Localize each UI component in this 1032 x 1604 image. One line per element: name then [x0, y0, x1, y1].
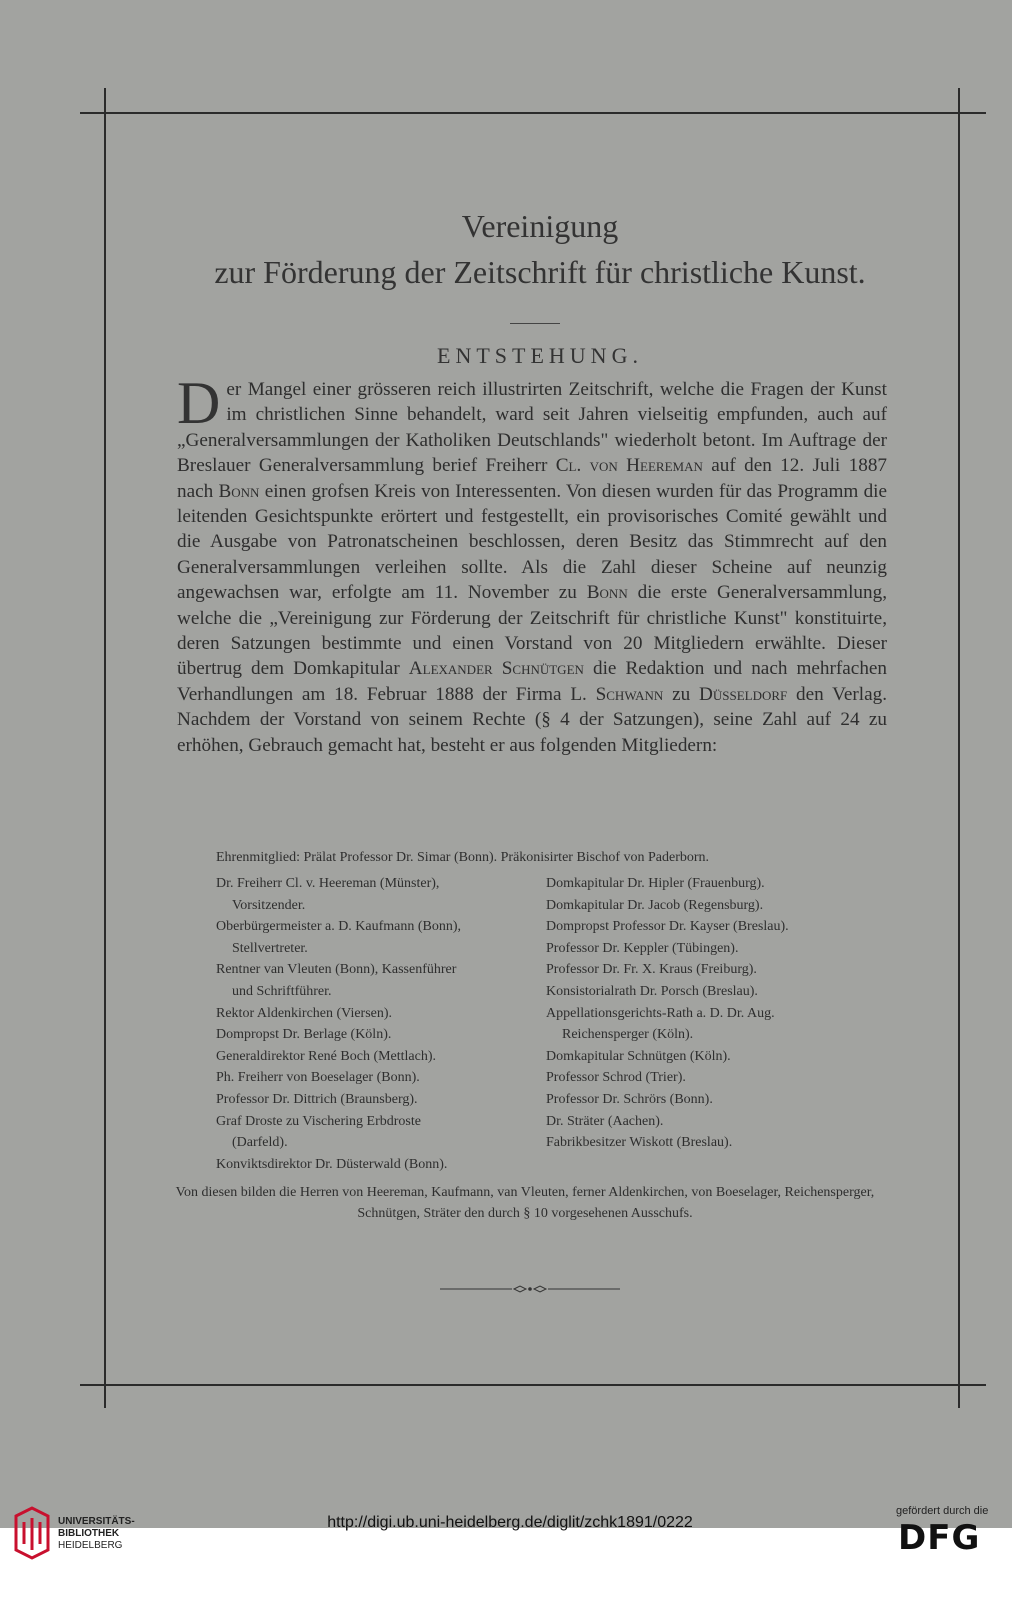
ornament-divider — [440, 1282, 620, 1296]
member-line: Rentner van Vleuten (Bonn), Kassenführer — [216, 962, 457, 978]
member-line: Generaldirektor René Boch (Mettlach). — [216, 1048, 437, 1064]
member-line: Graf Droste zu Vischering Erbdroste — [216, 1113, 421, 1129]
member-line: Dompropst Professor Dr. Kayser (Breslau). — [546, 919, 789, 935]
footer-bar — [0, 1528, 1032, 1604]
body-text-1: er Mangel einer grösseren reich illustrirten Zeitschrift, welche die Fragen der Kunst im christlichen Sinne behandelt, ward seit Jahren vielseitig empfunden, auch auf „Generalversammlungen der Katholiken Deutschlands" wiederholt betont. Im Auftrage der Breslauer Generalversammlung berief Freiherr — [177, 379, 887, 477]
body-text-4: die erste Generalversammlung, welche die „Vereinigung zur Förderung der Zeitschrift für christliche Kunst" konstituirte, deren Satzungen bestimmte und einen Vorstand von 20 Mitgliedern erwählte. Dieser übertrug dem Domkapitular — [177, 582, 888, 680]
member-line: Professor Dr. Keppler (Tübingen). — [546, 940, 739, 956]
name-heereman: Cl. von Heereman — [555, 455, 703, 477]
library-name — [58, 1516, 135, 1552]
member-line: Rektor Aldenkirchen (Viersen). — [216, 1005, 393, 1021]
member-line: Dr. Sträter (Aachen). — [546, 1113, 664, 1129]
frame-bottom-line — [80, 1384, 986, 1386]
drop-cap: D — [177, 370, 221, 436]
member-line: Oberbürgermeister a. D. Kaufmann (Bonn), — [216, 919, 462, 935]
body-text-6: zu — [672, 683, 691, 705]
name-schnuetgen: Alexander Schnütgen — [408, 658, 584, 680]
place-duesseldorf: Düsseldorf — [698, 683, 788, 705]
title-line-1: Vereinigung — [461, 208, 619, 244]
member-line: Professor Dr. Fr. X. Kraus (Freiburg). — [546, 962, 757, 978]
library-name-line-2: BIBLIOTHEK — [58, 1528, 120, 1539]
member-line: Domkapitular Dr. Hipler (Frauenburg). — [546, 876, 765, 891]
committee-note: Von diesen bilden die Herren von Heereman, Kaufmann, van Vleuten, ferner Aldenkirchen, von Boeselager, Reichensperger, Schnütgen, Sträter den durch § 10 vorgesehenen Ausschufs. — [175, 1185, 875, 1221]
title-line-2: zur Förderung der Zeitschrift für christliche Kunst. — [214, 254, 866, 290]
member-line: Professor Dr. Schrörs (Bonn). — [546, 1091, 713, 1107]
member-line: Konsistorialrath Dr. Porsch (Breslau). — [546, 983, 758, 999]
permalink-url[interactable]: http://digi.ub.uni-heidelberg.de/diglit/zchk1891/0222 — [327, 1514, 693, 1531]
library-name-line-3: HEIDELBERG — [58, 1540, 123, 1551]
member-line: (Darfeld). — [232, 1135, 288, 1151]
members-left-column — [216, 873, 536, 1175]
dfg-logo: DFG — [898, 1518, 981, 1558]
body-text-2: auf den 12. Juli 1887 nach — [177, 455, 888, 502]
member-line: Professor Schrod (Trier). — [546, 1070, 686, 1086]
member-line: Dompropst Dr. Berlage (Köln). — [216, 1027, 392, 1043]
frame-top-line — [80, 112, 986, 114]
section-heading: ENTSTEHUNG. — [437, 343, 643, 368]
member-line: Dr. Freiherr Cl. v. Heereman (Münster), — [216, 876, 440, 891]
member-line: Fabrikbesitzer Wiskott (Breslau). — [546, 1135, 733, 1151]
body-text-3: einen grofsen Kreis von Interessenten. Von diesen wurden für das Programm die leitenden Gesichtspunkte erörtert und festgestellt, ein provisorisches Comité gewählt und die Ausgabe von Patronatscheinen beschlossen, deren Besitz das Stimmrecht auf den Generalversammlungen verleihen sollte. Als die Zahl dieser Scheine auf neunzig angewachsen war, erfolgte am 11. November zu — [177, 480, 888, 604]
name-schwann: L. Schwann — [570, 683, 664, 705]
member-line: Stellvertreter. — [232, 940, 308, 956]
body-paragraph — [177, 370, 888, 758]
member-line: Konviktsdirektor Dr. Düsterwald (Bonn). — [216, 1156, 448, 1172]
honorary-member: Ehrenmitglied: Prälat Professor Dr. Simar (Bonn). Präkonisirter Bischof von Paderborn. — [216, 850, 710, 865]
member-line: Domkapitular Schnütgen (Köln). — [546, 1048, 731, 1064]
body-text-7: den Verlag. Nachdem der Vorstand von seinem Rechte (§ 4 der Satzungen), seine Zahl auf 24 zu erhöhen, Gebrauch gemacht hat, besteht er aus folgenden Mitgliedern: — [177, 683, 888, 756]
member-line: Domkapitular Dr. Jacob (Regensburg). — [546, 897, 764, 913]
member-line: und Schriftführer. — [232, 983, 332, 999]
member-line: Appellationsgerichts-Rath a. D. Dr. Aug. — [546, 1005, 775, 1021]
member-line: Ph. Freiherr von Boeselager (Bonn). — [216, 1070, 420, 1086]
member-line: Professor Dr. Dittrich (Braunsberg). — [216, 1091, 418, 1107]
body-text-5: die Redaktion und nach mehrfachen Verhandlungen am 18. Februar 1888 der Firma — [177, 658, 888, 705]
place-bonn: Bonn — [218, 480, 260, 502]
title-divider — [510, 323, 560, 324]
place-bonn-2: Bonn — [586, 582, 628, 604]
library-name-line-1: UNIVERSITÄTS- — [58, 1516, 135, 1527]
member-line: Reichensperger (Köln). — [562, 1027, 694, 1043]
library-logo-icon — [12, 1506, 52, 1560]
funding-label: gefördert durch die — [896, 1505, 989, 1517]
members-right-column — [546, 873, 886, 1154]
member-line: Vorsitzender. — [232, 897, 306, 913]
